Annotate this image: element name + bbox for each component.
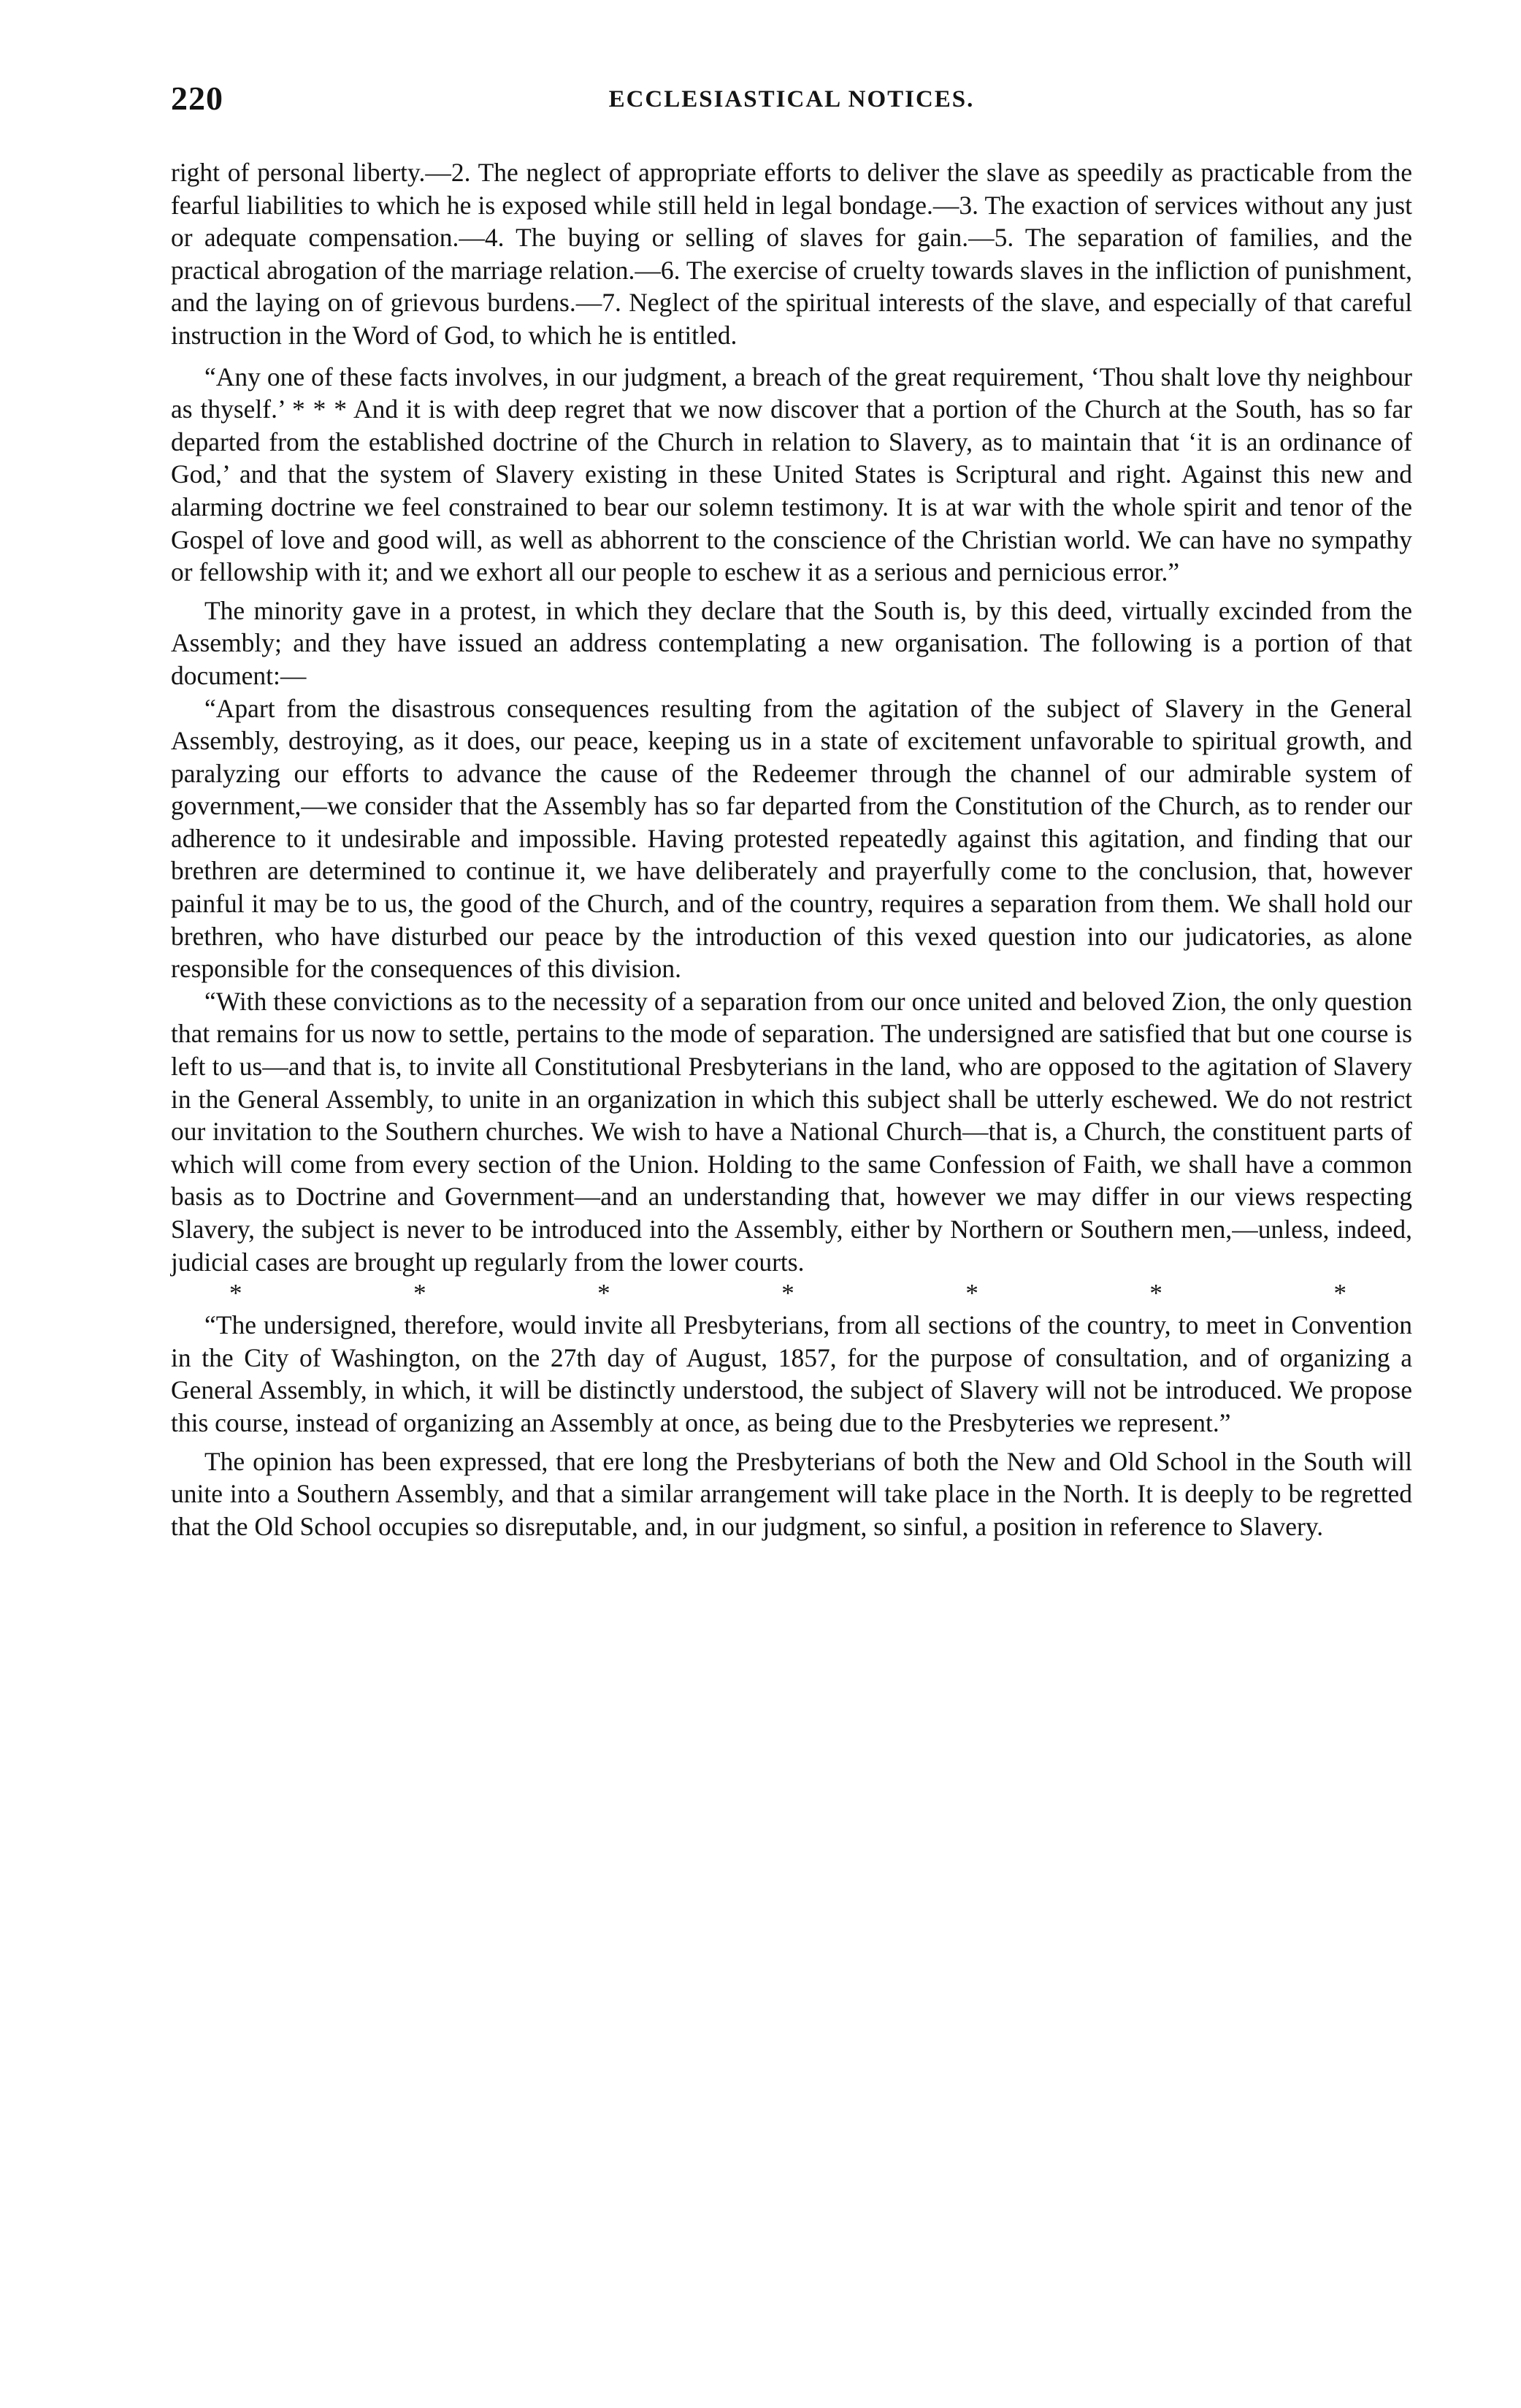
book-page bbox=[171, 79, 1412, 1543]
asterisk: * bbox=[413, 1279, 426, 1308]
page-number: 220 bbox=[171, 80, 223, 117]
paragraph-minority-protest: The minority gave in a protest, in which they declare that the South is, by this deed, virtually excinded from the Assembly; and they have issued an address contemplating a new organisation. The following is a portion of that document:— bbox=[171, 595, 1412, 690]
paragraph-quote-convictions: “With these convictions as to the necessity of a separation from our once united and beloved Zion, the only question that remains for us now to settle, pertains to the mode of separation. The undersigned are satisfied that but one course is left to us—and that is, to invite all Constitutional Presbyterians in the land, who are opposed to the agitation of Slavery in the General Assembly, to unite in an organization in which this subject shall be utterly eschewed. We do not restrict our invitation to the Southern churches. We wish to have a National Church—that is, a Church, the constituent parts of which will come from every section of the Union. Holding to the same Confession of Faith, we shall have a common basis as to Doctrine and Government—and an understanding that, however we may differ in our views respecting Slavery, the subject is never to be introduced into the Assembly, either by Northern or Southern men,—unless, indeed, judicial cases are brought up regularly from the lower courts. bbox=[171, 986, 1412, 1277]
paragraph-quote-resolution: “Any one of these facts involves, in our judgment, a breach of the great requirement, ‘Thou shalt love thy neighbour as thyself.’ * * * And it is with deep regret that we now discover that a portion of the Church at the South, has so far departed from the established doctrine of the Church in relation to Slavery, as to maintain that ‘it is an ordinance of God,’ and that the system of Slavery existing in these United States is Scriptural and right. Against this new and alarming doctrine we feel constrained to bear our solemn testimony. It is at war with the whole spirit and tenor of the Gospel of love and good will, as well as abhorrent to the conscience of the Christian world. We can have no sympathy or fellowship with it; and we exhort all our people to eschew it as a serious and pernicious error.” bbox=[171, 362, 1412, 587]
paragraph-opinion: The opinion has been expressed, that ere long the Presbyterians of both the New and Old School in the South will unite into a Southern Assembly, and that a similar arrangement will take place in the North. It is deeply to be regretted that the Old School occupies so disreputable, and, in our judgment, so sinful, a position in reference to Slavery. bbox=[171, 1446, 1412, 1541]
paragraph-continued: right of personal liberty.—2. The neglect of appropriate efforts to deliver the slave as speedily as practicable from the fearful liabilities to which he is exposed while still held in legal bondage.—3. The exaction of services without any just or adequate compensation.—4. The buying or selling of slaves for gain.—5. The separation of families, and the practical abrogation of the marriage relation.—6. The exercise of cruelty towards slaves in the infliction of punishment, and the laying on of grievous burdens.—7. Neglect of the spiritual interests of the slave, and especially of that careful instruction in the Word of God, to which he is entitled. bbox=[171, 158, 1412, 350]
body-text bbox=[171, 156, 1412, 1543]
asterisk: * bbox=[597, 1279, 610, 1308]
asterisk: * bbox=[1333, 1279, 1346, 1308]
running-title: ECCLESIASTICAL NOTICES. bbox=[608, 86, 975, 112]
asterisk: * bbox=[781, 1279, 794, 1308]
asterisk: * bbox=[229, 1279, 242, 1308]
paragraph-quote-disastrous: “Apart from the disastrous consequences resulting from the agitation of the subject of Slavery in the General Assembly, destroying, as it does, our peace, keeping us in a state of excitement unfavorable to spiritual growth, and paralyzing our efforts to advance the cause of the Redeemer through the channel of our admirable system of government,—we consider that the Assembly has so far departed from the Constitution of the Church, as to render our adherence to it undesirable and impossible. Having protested repeatedly against this agitation, and finding that our brethren are determined to continue it, we have deliberately and prayerfully come to the conclusion, that, however painful it may be to us, the good of the Church, and of the country, requires a separation from them. We shall hold our brethren, who have disturbed our peace by the introduction of this vexed question into our judicatories, as alone responsible for the consequences of this division. bbox=[171, 693, 1412, 984]
paragraph-quote-invitation: “The undersigned, therefore, would invite all Presbyterians, from all sections of the country, to meet in Convention in the City of Washington, on the 27th day of August, 1857, for the purpose of consultation, and of organizing a General Assembly, in which, it will be distinctly understood, the subject of Slavery will not be introduced. We propose this course, instead of organizing an Assembly at once, as being due to the Presbyteries we represent.” bbox=[171, 1310, 1412, 1437]
asterisk: * bbox=[965, 1279, 978, 1308]
running-head bbox=[171, 79, 1412, 123]
asterisk: * bbox=[1149, 1279, 1162, 1308]
asterism bbox=[171, 1278, 1412, 1309]
